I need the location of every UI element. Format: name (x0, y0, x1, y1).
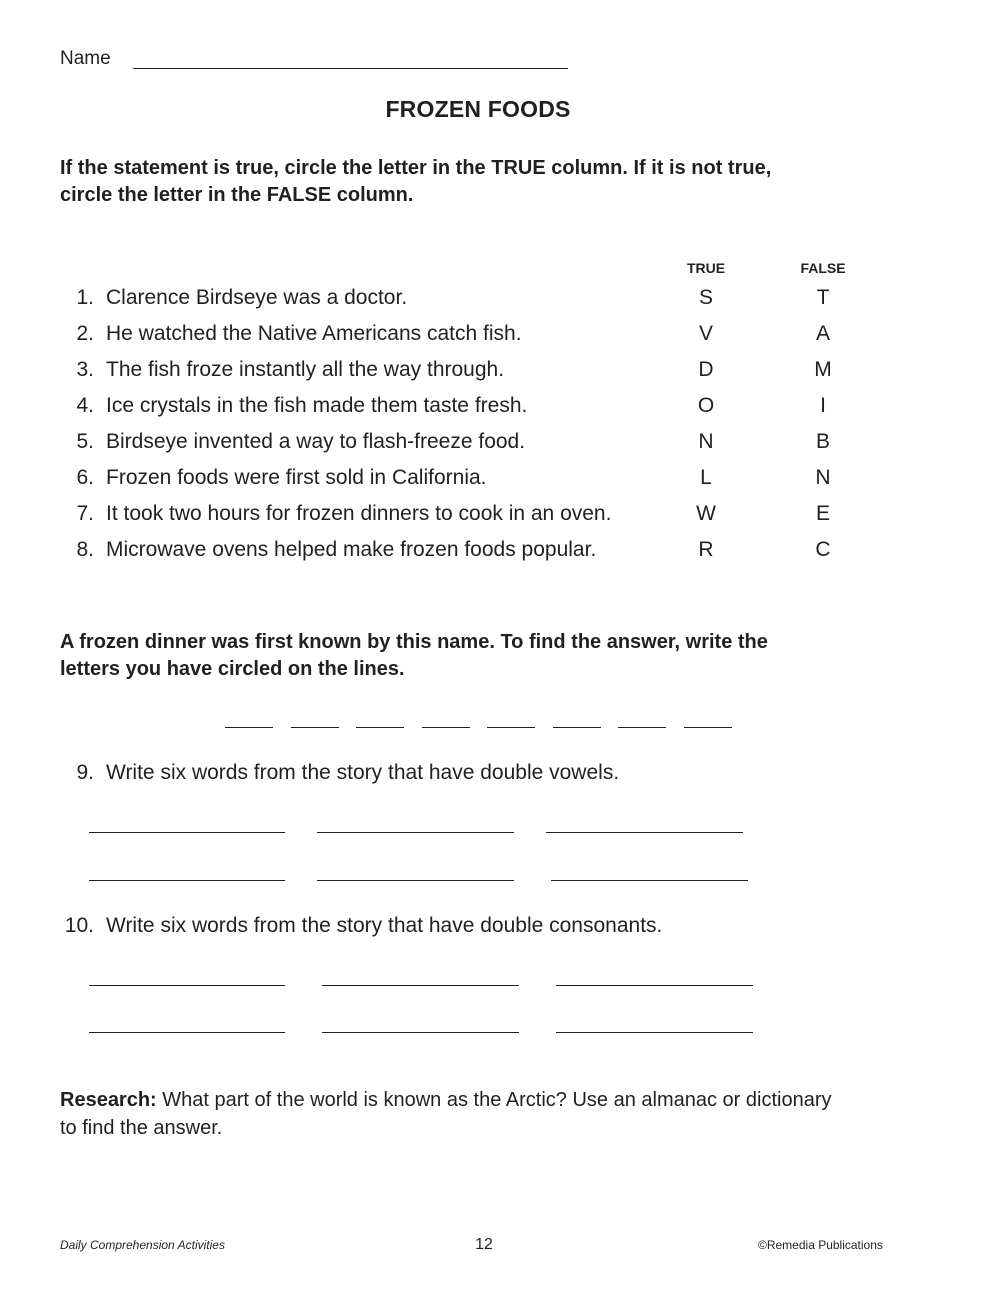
consonant-word-line[interactable] (322, 1032, 519, 1033)
false-letter[interactable]: C (815, 538, 831, 561)
consonant-word-line[interactable] (556, 985, 753, 986)
puzzle-line-1: A frozen dinner was first known by this name. To find the answer, write the (60, 631, 768, 653)
true-column-header: TRUE (686, 260, 726, 276)
false-column-header: FALSE (800, 260, 846, 276)
true-letter[interactable]: R (698, 538, 714, 561)
false-letter[interactable]: N (815, 466, 831, 489)
question-number: 5. (76, 430, 94, 453)
instructions-line-2: circle the letter in the FALSE column. (60, 184, 414, 206)
question-number: 2. (76, 322, 94, 345)
answer-blank[interactable] (618, 727, 666, 728)
question-10-text: Write six words from the story that have double consonants. (106, 914, 663, 937)
vowel-word-line[interactable] (89, 880, 285, 881)
true-letter[interactable]: V (698, 322, 713, 345)
question-row (0, 430, 1000, 466)
page-number: 12 (475, 1236, 493, 1253)
true-letter[interactable]: N (698, 430, 714, 453)
question-number: 8. (76, 538, 94, 561)
consonant-word-line[interactable] (89, 1032, 285, 1033)
false-letter[interactable]: T (816, 286, 830, 309)
question-text: It took two hours for frozen dinners to cook in an oven. (106, 502, 612, 525)
question-text: He watched the Native Americans catch fish. (106, 322, 522, 345)
answer-blank[interactable] (225, 727, 273, 728)
footer-publisher: ©Remedia Publications (758, 1238, 883, 1252)
consonant-word-line[interactable] (322, 985, 519, 986)
false-letter[interactable]: B (815, 430, 830, 453)
question-text: Ice crystals in the fish made them taste fresh. (106, 394, 528, 417)
false-letter[interactable]: M (814, 358, 832, 381)
research-label: Research: (60, 1089, 157, 1111)
question-row (0, 322, 1000, 358)
question-number: 4. (76, 394, 94, 417)
research-line-2: to find the answer. (60, 1117, 223, 1139)
question-text: Clarence Birdseye was a doctor. (106, 286, 408, 309)
footer-book-title: Daily Comprehension Activities (60, 1238, 225, 1252)
answer-blank[interactable] (291, 727, 339, 728)
question-9-number: 9. (76, 761, 94, 784)
research-question (60, 1086, 920, 1142)
question-row (0, 286, 1000, 322)
question-row (0, 502, 1000, 538)
true-letter[interactable]: W (696, 502, 716, 525)
instructions-line-1: If the statement is true, circle the letter in the TRUE column. If it is not true, (60, 157, 772, 179)
question-10-number: 10. (64, 914, 94, 937)
false-letter[interactable]: I (820, 394, 826, 417)
instructions (60, 155, 920, 209)
question-text: Frozen foods were first sold in California. (106, 466, 487, 489)
true-letter[interactable]: D (698, 358, 714, 381)
false-letter[interactable]: A (815, 322, 830, 345)
answer-blank[interactable] (356, 727, 404, 728)
name-label: Name (60, 48, 111, 69)
true-letter[interactable]: L (700, 466, 712, 489)
answer-blank[interactable] (487, 727, 535, 728)
vowel-word-line[interactable] (551, 880, 748, 881)
answer-blank[interactable] (684, 727, 732, 728)
vowel-word-line[interactable] (89, 832, 285, 833)
false-letter[interactable]: E (815, 502, 830, 525)
true-letter[interactable]: S (698, 286, 713, 309)
puzzle-line-2: letters you have circled on the lines. (60, 658, 405, 680)
vowel-word-line[interactable] (546, 832, 743, 833)
question-row (0, 466, 1000, 502)
page-title: FROZEN FOODS (385, 96, 571, 122)
answer-blank[interactable] (422, 727, 470, 728)
question-text: Microwave ovens helped make frozen foods popular. (106, 538, 597, 561)
answer-blank[interactable] (553, 727, 601, 728)
name-answer-line[interactable] (133, 68, 568, 69)
question-row (0, 394, 1000, 430)
question-row (0, 358, 1000, 394)
research-line-1: Research: What part of the world is known as the Arctic? Use an almanac or dictionary (60, 1089, 832, 1111)
true-letter[interactable]: O (697, 394, 715, 417)
question-number: 1. (76, 286, 94, 309)
question-row (0, 538, 1000, 574)
question-number: 7. (76, 502, 94, 525)
question-text: The fish froze instantly all the way through. (106, 358, 505, 381)
question-9-text: Write six words from the story that have double vowels. (106, 761, 620, 784)
vowel-word-line[interactable] (317, 832, 514, 833)
consonant-word-line[interactable] (89, 985, 285, 986)
consonant-word-line[interactable] (556, 1032, 753, 1033)
question-number: 6. (76, 466, 94, 489)
puzzle-instructions (60, 629, 920, 683)
question-number: 3. (76, 358, 94, 381)
question-text: Birdseye invented a way to flash-freeze food. (106, 430, 526, 453)
vowel-word-line[interactable] (317, 880, 514, 881)
